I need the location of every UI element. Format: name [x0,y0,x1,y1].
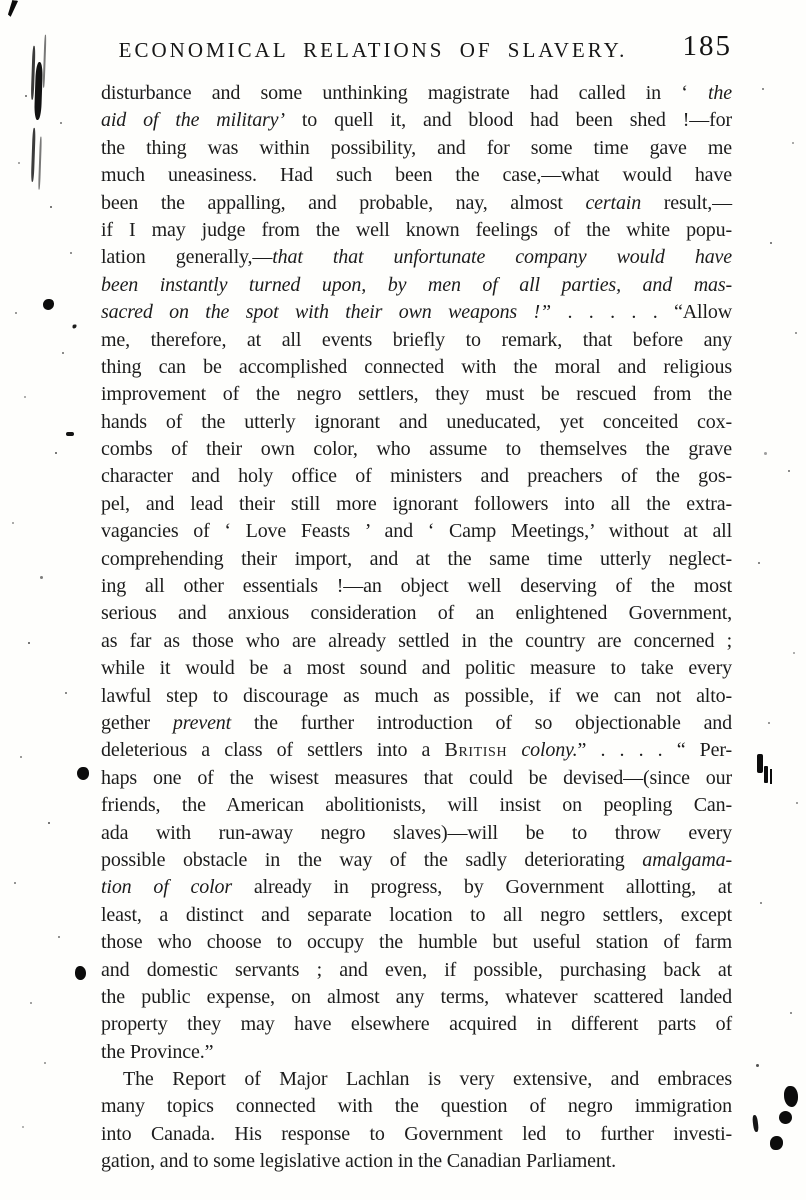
ink-speck [770,242,772,244]
text-line [101,957,732,984]
text: property they may have elsewhere acquired in different parts of [101,1013,732,1036]
text: the thing was within possibility, and for some time gave me [101,136,732,159]
text: possible obstacle in the way of the sadly deteriorating [101,848,643,871]
text: thing can be accomplished connected with the moral and religious [101,355,732,378]
ink-speck [792,142,794,144]
ink-speck [40,576,43,579]
ink-speck [65,692,67,694]
ink-speck [66,432,74,436]
text: friends, the American abolitionists, will insist on peopling Can- [101,794,732,817]
text-line [101,107,732,134]
text-line [101,573,732,600]
pen-mark [6,0,18,18]
text-line [101,710,732,737]
ink-speck [760,902,762,904]
ink-speck [58,936,60,938]
ink-speck [22,1126,24,1128]
italic-text: sacred on the spot with their own weapons !” [101,301,551,324]
text-line [101,491,732,518]
text-line [101,244,732,271]
italic-text: colony. [521,739,578,762]
ink-speck [70,252,72,254]
text: haps one of the wisest measures that could be devised—(since our [101,766,732,789]
text: comprehending their import, and at the same time utterly neglect- [101,547,732,570]
ink-blot [75,966,86,980]
text-line [101,80,732,107]
text: been the appalling, and probable, nay, almost [101,191,586,214]
text: those who choose to occupy the humble but useful station of farm [101,931,732,954]
ink-speck [790,1012,792,1014]
ink-speck [768,722,770,724]
ink-speck [14,882,16,884]
text-line [101,463,732,490]
text: improvement of the negro settlers, they must be rescued from the [101,383,732,406]
ink-speck [764,452,767,455]
text-line [101,1066,732,1093]
text-line [101,655,732,682]
ink-blot [779,1111,792,1124]
ink-blot [752,1115,759,1132]
text-line [101,135,732,162]
text-line [101,190,732,217]
text-line [101,272,732,299]
text-line [101,354,732,381]
ink-speck [795,332,797,334]
text-line [101,600,732,627]
text: ada with run-away negro slaves)—will be to throw every [101,821,732,844]
text-line [101,546,732,573]
ink-smudge [34,62,43,120]
ink-speck [756,1064,759,1067]
text-line [101,1039,732,1066]
text: vagancies of ‘ Love Feasts ’ and ‘ Camp Meetings,’ without at all [101,520,732,543]
text-line [101,874,732,901]
text: ” . . . . “ Per- [577,739,732,762]
ink-speck [28,642,30,644]
italic-text: prevent [172,711,232,734]
ink-speck [762,88,764,90]
text-line [101,847,732,874]
text: The Report of Major Lachlan is very extensive, and embraces [123,1068,732,1091]
text: as far as those who are already settled in the country are concerned ; [101,629,732,652]
ink-blot [43,299,54,310]
text: hands of the utterly ignorant and uneducated, yet conceited cox- [101,410,732,433]
italic-text: tion of color [101,876,232,899]
ink-blot [77,767,89,780]
ink-speck [15,312,17,314]
italic-text: the [708,82,732,104]
text-line [101,327,732,354]
ink-blot [770,1136,783,1150]
text: result,— [641,191,732,214]
ink-speck [18,162,20,164]
text-line [101,628,732,655]
italic-text: certain [585,191,642,214]
text-line [101,217,732,244]
text: the Province.” [101,1040,214,1063]
text: gether [101,711,173,734]
text: ing all other essentials !—an object well deserving of the most [101,575,732,598]
text: pel, and lead their still more ignorant followers into all the extra- [101,492,732,515]
text: gation, and to some legislative action in the Canadian Parliament. [101,1150,616,1173]
text-line [101,436,732,463]
ink-speck [12,522,14,524]
ink-speck [758,562,760,564]
text-line [101,1148,732,1175]
body-text [101,80,732,1176]
text: the public expense, on almost any terms, whatever scattered landed [101,985,732,1008]
text-line [101,409,732,436]
ink-speck [788,470,790,472]
text-line [101,737,732,764]
text: if I may judge from the well known feelings of the white popu- [101,218,732,241]
ink-speck [30,1002,32,1004]
ink-blot [784,1086,798,1107]
text-line [101,1011,732,1038]
italic-text: been instantly turned upon, by men of all parties, and mas- [101,273,732,296]
page-number: 185 [682,30,732,62]
text: and domestic servants ; and even, if possible, purchasing back at [101,958,732,981]
text: me, therefore, at all events briefly to remark, that before any [101,328,732,351]
text-line [101,162,732,189]
smallcaps-text: British [444,739,508,762]
text-line [101,518,732,545]
ink-speck [20,756,22,758]
text: while it would be a most sound and politic measure to take every [101,657,732,680]
ink-speck [60,122,62,124]
text-line [101,765,732,792]
text: lawful step to discourage as much as possible, if we can not alto- [101,684,732,707]
text: deleterious a class of settlers into a [101,739,445,762]
ink-speck [796,802,798,804]
text-line [101,683,732,710]
text: much uneasiness. Had such been the case,—what would have [101,164,732,187]
paragraph [101,1066,732,1176]
page-header [0,30,806,70]
ink-speck [24,396,26,398]
italic-text: aid of the military’ [101,109,285,132]
text: lation generally,— [101,246,273,269]
text: many topics connected with the question of negro immigration [101,1095,732,1118]
text: . . . . . “Allow [551,301,732,324]
text-line [101,1121,732,1148]
ink-speck [793,652,795,654]
text: already in progress, by Government allotting, at [231,876,733,899]
text: disturbance and some unthinking magistrate had called in ‘ [101,82,709,104]
ink-speck [48,822,50,824]
text: character and holy office of ministers and preachers of the gos- [101,465,732,488]
text-line [101,902,732,929]
text: least, a distinct and separate location to all negro settlers, except [101,903,732,926]
text: to quell it, and blood had been shed !—for [284,109,732,132]
text-line [101,1093,732,1120]
text-line [101,299,732,326]
ink-speck [55,452,57,454]
text-line [101,820,732,847]
italic-text: amalgama- [642,848,732,871]
text: combs of their own color, who assume to themselves the grave [101,438,732,461]
running-title: ECONOMICAL RELATIONS OF SLAVERY. [118,38,628,62]
ink-speck [44,1062,46,1064]
italic-text: that that unfortunate company would have [272,246,733,269]
text [507,739,521,761]
text-line [101,792,732,819]
text-line [101,929,732,956]
text-line [101,984,732,1011]
paragraph [101,80,732,1066]
text: into Canada. His response to Government led to further investi- [101,1122,732,1145]
ink-speck [62,352,64,354]
text: the further introduction of so objectionable and [231,711,732,734]
text-line [101,381,732,408]
ink-speck [50,206,52,208]
ink-speck [25,95,27,97]
ink-blot [757,754,763,773]
text: serious and anxious consideration of an enlightened Government, [101,602,732,625]
